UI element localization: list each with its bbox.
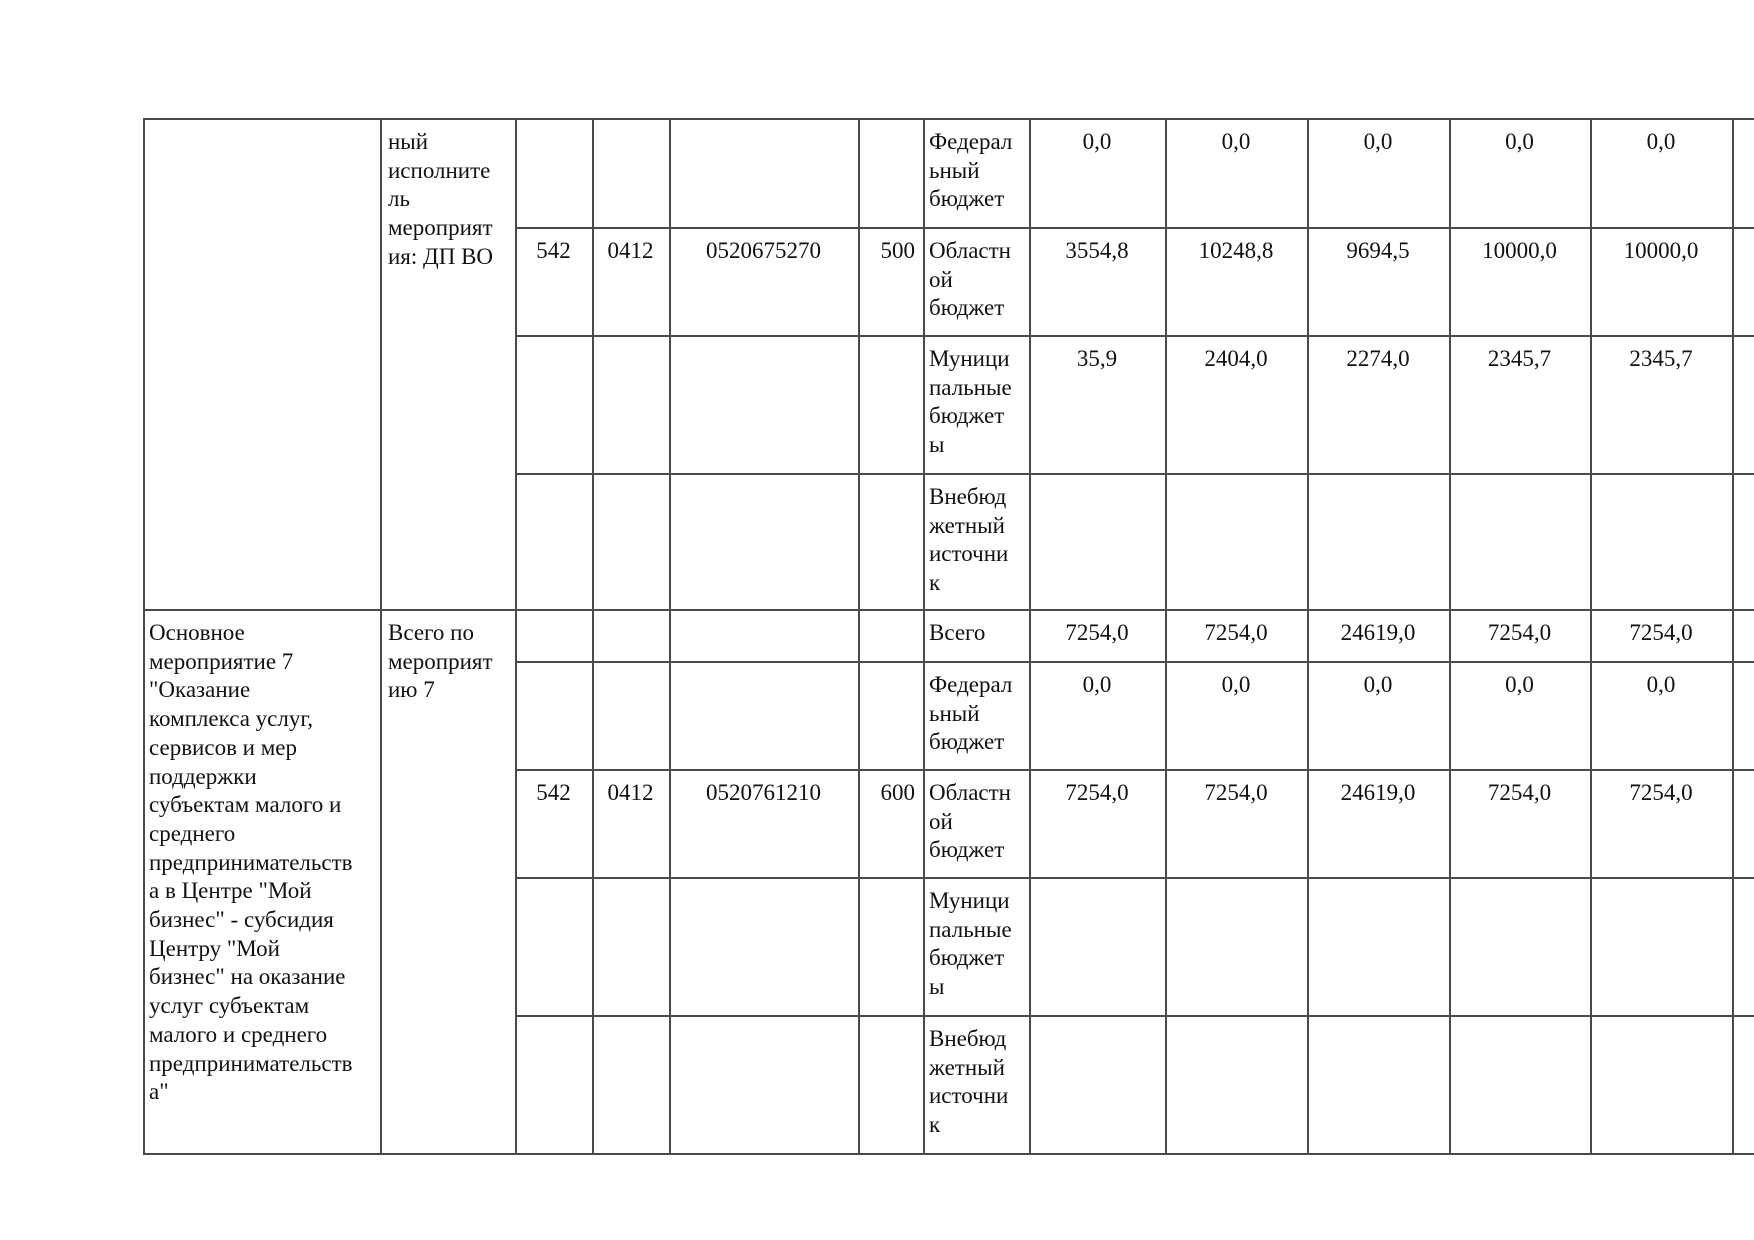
table.block1.executor_lines-line: исполните	[388, 157, 491, 183]
table.block1.rows.3.source_lines-line: жетный	[929, 512, 1005, 538]
table.block1.rows.2.source_lines-line: пальные	[929, 374, 1012, 400]
table.block2.rows.3.source_lines-line: ы	[929, 974, 945, 1000]
table.block1.rows.3.source_lines-line: источни	[929, 541, 1009, 567]
amount-cell: 0,0	[1505, 129, 1534, 154]
table.block2.executor_lines-line: Всего по	[388, 620, 474, 645]
column-divider	[1732, 118, 1734, 1153]
table.block2.rows.4.source_lines-line: источни	[929, 1083, 1009, 1109]
row-divider	[515, 473, 1754, 475]
table.block2.name_lines-line: поддержки	[149, 763, 257, 789]
row-divider	[515, 769, 1754, 771]
block-separator	[143, 609, 1754, 611]
amount-cell: 7254,0	[1065, 620, 1129, 645]
table.block2.name_lines-line: комплекса услуг,	[149, 706, 313, 732]
table.block2.name_lines-line: малого и среднего	[149, 1021, 328, 1047]
row-divider	[515, 335, 1754, 337]
table.block2.name_lines-line: Основное	[149, 620, 245, 645]
table.block1.rows.1.source_lines-line: Областн	[929, 238, 1011, 263]
amount-cell: 0,0	[1505, 672, 1534, 697]
amount-cell: 10248,8	[1198, 238, 1274, 263]
amount-cell: 0,0	[1363, 129, 1393, 154]
table.block2.name_lines-line: субъектам малого и	[149, 792, 342, 818]
column-divider	[858, 118, 860, 1153]
amount-cell: 10000,0	[1482, 238, 1557, 263]
table.block1.rows.2.source_lines-line: Муници	[929, 346, 1010, 371]
table.block1.rows.2.source_lines-line: ы	[929, 432, 945, 458]
amount-cell: 7254,0	[1629, 620, 1693, 645]
csr-code-cell: 0520761210	[706, 780, 821, 805]
table.block2.name_lines-line: а в Центре "Мой	[149, 878, 312, 904]
table.block1.rows.1.source_lines-line: бюджет	[929, 295, 1005, 321]
activity-name-cell	[143, 619, 380, 1107]
table.block2.name_lines-line: Центру "Мой	[149, 935, 280, 961]
amount-cell: 0,0	[1221, 129, 1251, 154]
table.block2.rows.1.source_lines-line: ьный	[929, 700, 980, 726]
funding-source-cell	[923, 1025, 1029, 1140]
table.block2.rows.4.source_lines-line: жетный	[929, 1054, 1005, 1080]
column-divider	[592, 118, 594, 1153]
table.block2.executor_lines-line: мероприят	[388, 648, 493, 674]
amount-cell: 2274,0	[1346, 346, 1410, 371]
amount-cell: 7254,0	[1204, 780, 1268, 805]
amount-cell: 35,9	[1076, 346, 1118, 371]
table.block2.rows.3.source_lines-line: пальные	[929, 916, 1012, 942]
funding-source-cell	[923, 237, 1029, 323]
amount-cell: 0,0	[1082, 129, 1112, 154]
row-divider	[515, 227, 1754, 229]
table.block1.rows.1.source_lines-line: ой	[929, 266, 953, 292]
rz-pr-code-cell: 0412	[607, 780, 654, 805]
column-divider	[669, 118, 671, 1153]
table.block1.rows.3.source_lines-line: к	[929, 570, 941, 596]
table.block1.rows.3.source_lines-line: Внебюд	[929, 484, 1007, 509]
table.block1.rows.0.source_lines-line: Федерал	[929, 129, 1013, 154]
table-border-top	[143, 118, 1754, 120]
table.block2.rows.2.source_lines-line: Областн	[929, 780, 1011, 805]
row-divider	[515, 877, 1754, 879]
amount-cell: 7254,0	[1204, 620, 1268, 645]
amount-cell: 24619,0	[1340, 620, 1416, 645]
vr-code-cell: 500	[880, 238, 915, 263]
table.block1.executor_lines-line: ия: ДП ВО	[388, 243, 494, 269]
row-divider	[515, 1015, 1754, 1017]
amount-cell: 2404,0	[1204, 346, 1268, 371]
table.block2.rows.1.source_lines-line: Федерал	[929, 672, 1013, 697]
table.block2.rows.3.source_lines-line: Муници	[929, 888, 1010, 913]
column-divider	[515, 118, 517, 1153]
table.block1.rows.2.source_lines-line: бюджет	[929, 403, 1005, 429]
table.block1.rows.0.source_lines-line: ьный	[929, 157, 980, 183]
amount-cell: 2345,7	[1487, 346, 1552, 371]
funding-source-cell	[923, 128, 1029, 214]
executor-cell	[380, 619, 515, 705]
funding-source-cell	[923, 671, 1029, 757]
funding-source-cell	[923, 345, 1029, 460]
amount-cell: 7254,0	[1487, 620, 1552, 645]
table.block1.executor_lines-line: мероприят	[388, 215, 493, 241]
table-border-bottom	[143, 1153, 1754, 1155]
table.block1.executor_lines-line: ль	[388, 186, 410, 212]
amount-cell: 7254,0	[1487, 780, 1552, 805]
amount-cell: 7254,0	[1065, 780, 1129, 805]
table.block2.name_lines-line: предпринимательств	[149, 1050, 353, 1076]
table.block2.rows.3.source_lines-line: бюджет	[929, 945, 1005, 971]
amount-cell: 3554,8	[1065, 238, 1129, 263]
table.block2.rows.4.source_lines-line: Внебюд	[929, 1026, 1007, 1051]
funding-source-cell	[923, 483, 1029, 598]
funding-source-cell	[923, 887, 1029, 1002]
table.block2.name_lines-line: "Оказание	[149, 677, 251, 703]
amount-cell: 7254,0	[1629, 780, 1693, 805]
table.block2.name_lines-line: предпринимательств	[149, 849, 353, 875]
table.block1.executor_lines-line: ный	[388, 129, 429, 154]
grbs-code-cell: 542	[536, 238, 571, 263]
amount-cell: 0,0	[1221, 672, 1251, 697]
funding-source-cell	[923, 619, 1029, 648]
row-divider	[515, 661, 1754, 663]
amount-cell: 2345,7	[1629, 346, 1693, 371]
table.block2.rows.1.source_lines-line: бюджет	[929, 729, 1005, 755]
table.block2.name_lines-line: среднего	[149, 820, 236, 846]
vr-code-cell: 600	[880, 780, 915, 805]
table.block2.name_lines-line: а"	[149, 1079, 169, 1105]
amount-cell: 0,0	[1646, 672, 1676, 697]
table.block2.name_lines-line: бизнес" - субсидия	[149, 907, 334, 933]
csr-code-cell: 0520675270	[706, 238, 821, 263]
table.block2.name_lines-line: сервисов и мер	[149, 734, 298, 760]
amount-cell: 24619,0	[1340, 780, 1416, 805]
executor-cell	[380, 128, 515, 272]
table.block2.rows.2.source_lines-line: ой	[929, 808, 953, 834]
table.block2.name_lines-line: услуг субъектам	[149, 993, 310, 1019]
amount-cell: 0,0	[1082, 672, 1112, 697]
table.block2.name_lines-line: бизнес" на оказание	[149, 964, 346, 990]
table.block2.rows.4.source_lines-line: к	[929, 1112, 941, 1138]
grbs-code-cell: 542	[536, 780, 571, 805]
amount-cell: 0,0	[1363, 672, 1393, 697]
amount-cell: 9694,5	[1346, 238, 1410, 263]
table.block2.rows.0.source_lines-line: Всего	[929, 620, 986, 645]
rz-pr-code-cell: 0412	[607, 238, 654, 263]
funding-source-cell	[923, 779, 1029, 865]
table.block2.executor_lines-line: ию 7	[388, 677, 435, 703]
amount-cell: 10000,0	[1623, 238, 1699, 263]
table.block2.name_lines-line: мероприятие 7	[149, 648, 294, 674]
table.block2.rows.2.source_lines-line: бюджет	[929, 837, 1005, 863]
amount-cell: 0,0	[1646, 129, 1676, 154]
table.block1.rows.0.source_lines-line: бюджет	[929, 186, 1005, 212]
